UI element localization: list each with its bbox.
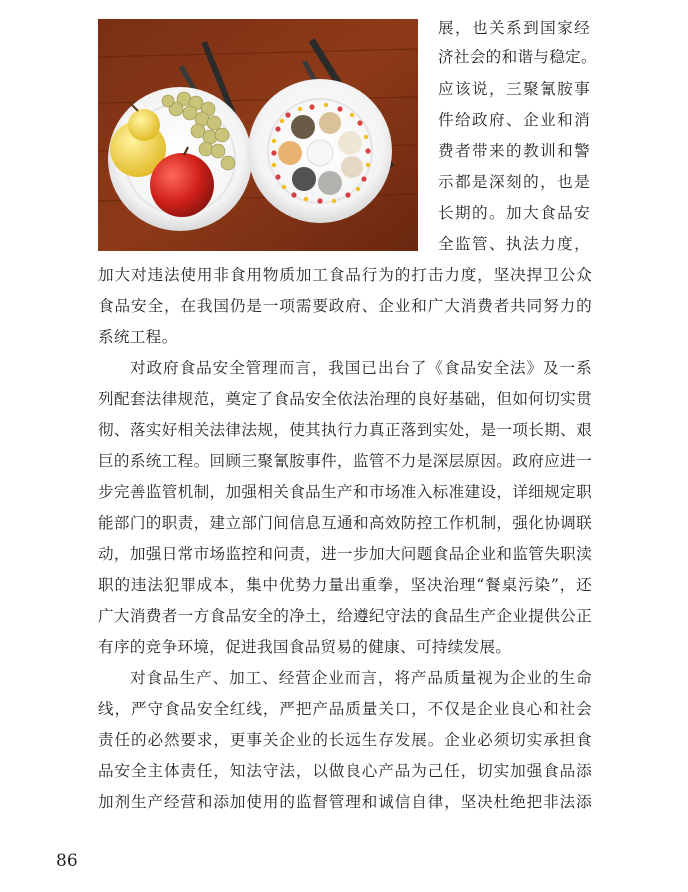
food-safety-photo [98,19,418,251]
body-text-line: 对政府食品安全管理而言，我国已出台了《食品安全法》及一系 [130,359,592,377]
side-text-line: 长期的。加大食品安 [438,204,590,222]
body-text-line: 系统工程。 [98,328,178,346]
body-text-line: 彻、落实好相关法律法规，使其执行力真正落到实处，是一项长期、艰 [98,421,592,439]
body-text-line: 列配套法律规范，奠定了食品安全依法治理的良好基础，但如何切实贯 [98,390,592,408]
body-text-line: 加剂生产经营和添加使用的监督管理和诚信自律，坚决杜绝把非法添 [98,793,592,811]
body-text-line: 能部门的职责，建立部门间信息互通和高效防控工作机制，强化协调联 [98,514,592,532]
body-text-line: 食品安全，在我国仍是一项需要政府、企业和广大消费者共同努力的 [98,297,592,315]
body-text-line: 线，严守食品安全红线，严把产品质量关口，不仅是企业良心和社会 [98,700,592,718]
body-text-line: 加大对违法使用非食用物质加工食品行为的打击力度，坚决捍卫公众 [98,266,592,284]
side-text-line: 济社会的和谐与稳定。 [438,48,597,66]
body-text-line: 对食品生产、加工、经营企业而言，将产品质量视为企业的生命 [130,669,592,687]
side-text-line: 展，也关系到国家经 [438,19,590,37]
side-text-line: 件给政府、企业和消 [438,111,590,129]
body-text-line: 广大消费者一方食品安全的净土，给遵纪守法的食品生产企业提供公正 [98,607,592,625]
body-text-line: 品安全主体责任，知法守法，以做良心产品为己任，切实加强食品添 [98,762,592,780]
side-text-line: 费者带来的教训和警 [438,142,590,160]
body-text-line: 巨的系统工程。回顾三聚氰胺事件，监管不力是深层原因。政府应进一 [98,452,592,470]
body-text-line: 动，加强日常市场监控和问责，进一步加大问题食品企业和监管失职渎 [98,545,592,563]
body-text-line: 责任的必然要求，更事关企业的长远生存发展。企业必须切实承担食 [98,731,592,749]
side-text-line: 全监管、执法力度， [438,235,590,253]
side-text-line: 应该说，三聚氰胺事 [438,80,590,98]
side-text-line: 示都是深刻的，也是 [438,173,590,191]
page-number: 86 [56,851,78,871]
body-text-line: 职的违法犯罪成本，集中优势力量出重拳，坚决治理“餐桌污染”，还 [98,576,592,594]
body-text-line: 步完善监管机制，加强相关食品生产和市场准入标准建设，详细规定职 [98,483,592,501]
body-text-line: 有序的竞争环境，促进我国食品贸易的健康、可持续发展。 [98,638,512,656]
